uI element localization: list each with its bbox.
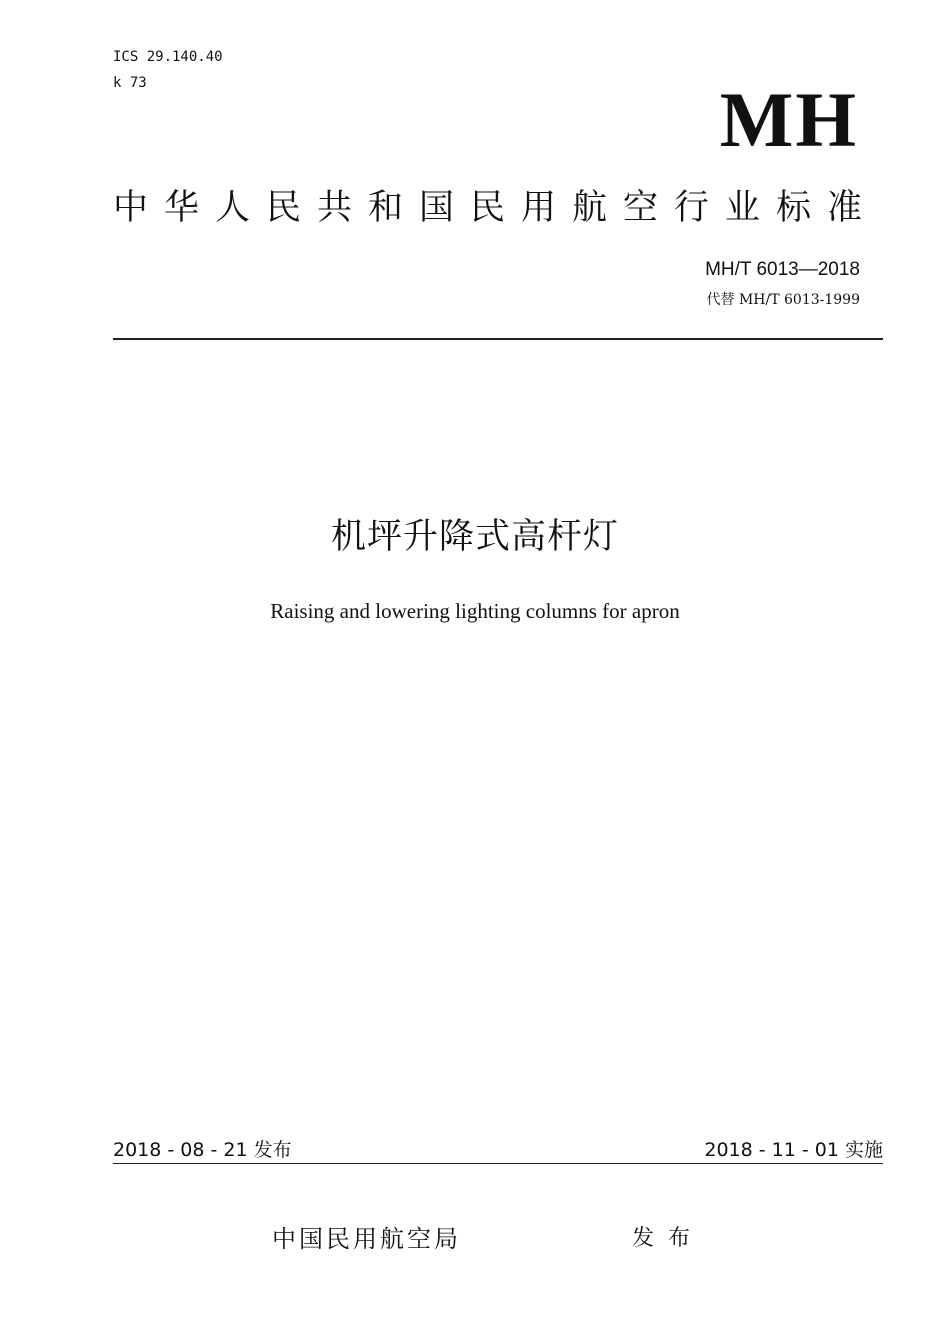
footer-divider	[113, 1163, 883, 1164]
document-title-chinese: 机坪升降式高杆灯	[330, 517, 619, 557]
replaces-standard: 代替 MH/T 6013-1999	[706, 292, 860, 308]
implementation-date: 2018 - 11 - 01 实施	[704, 1139, 883, 1161]
publish-label: 发布	[632, 1226, 705, 1251]
standard-category-title: 中华人民共和国民用航空行业标准	[113, 188, 879, 228]
issuing-authority: 中国民用航空局	[272, 1225, 461, 1253]
standard-code: MH/T 6013—2018	[705, 259, 860, 280]
issue-date: 2018 - 08 - 21 发布	[113, 1139, 292, 1161]
header-divider	[113, 338, 883, 340]
mh-logo: MH	[719, 76, 858, 163]
ccs-code: k 73	[113, 75, 147, 91]
document-title-english: Raising and lowering lighting columns for apron	[270, 599, 680, 623]
ics-code: ICS 29.140.40	[113, 49, 223, 65]
